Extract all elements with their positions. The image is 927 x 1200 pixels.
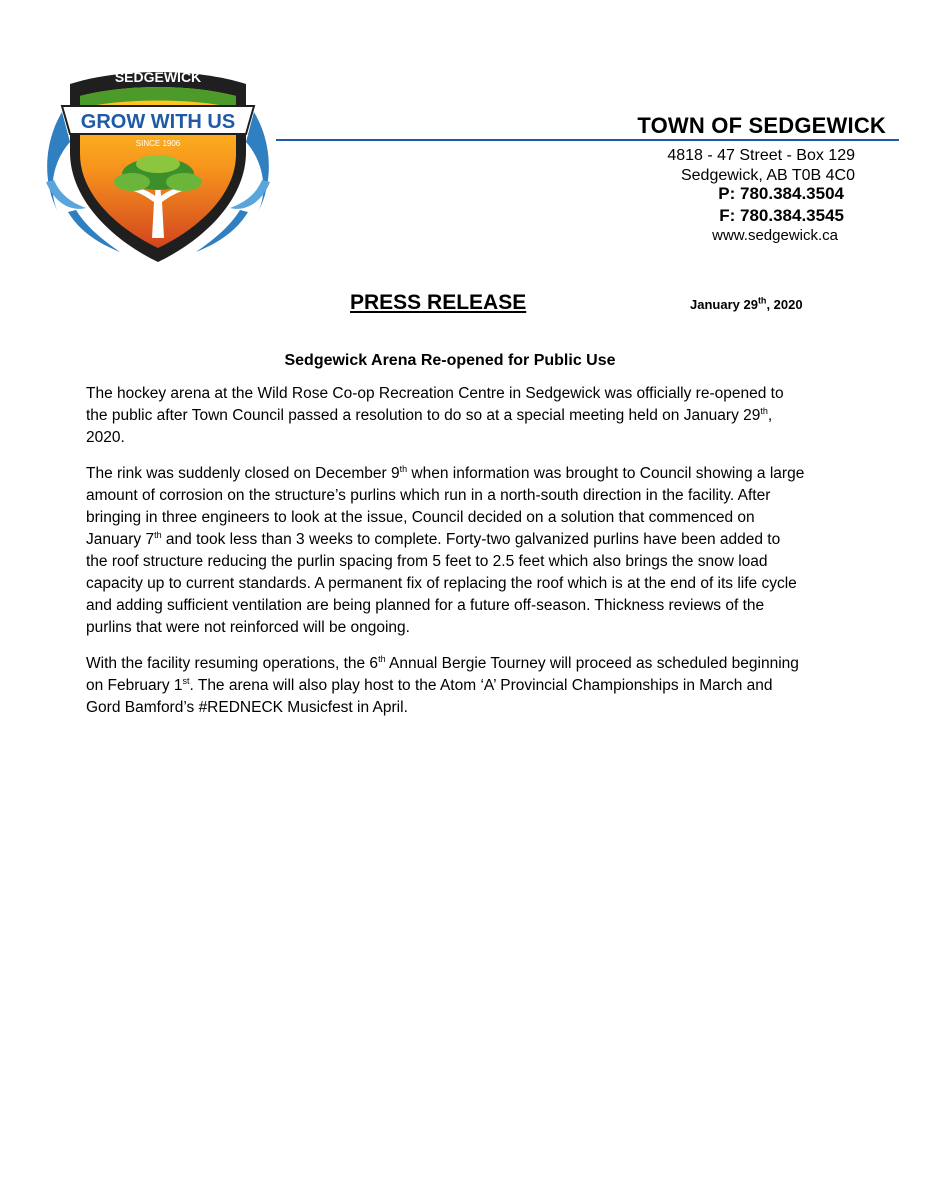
logo-top-text: SEDGEWICK (114, 69, 202, 85)
logo-since-text: SINCE 1906 (135, 139, 181, 148)
paragraph-3: With the facility resuming operations, the 6th Annual Bergie Tourney will proceed as scheduled beginning on February 1st. The arena will also play host to the Atom ‘A’ Provincial Championships in March and Gord Bamford’s #REDNECK Musicfest in April. (86, 653, 799, 716)
address-line-2: Sedgewick, AB T0B 4C0 (680, 167, 855, 184)
address-line-1: 4818 - 47 Street - Box 129 (667, 147, 855, 164)
header-divider (276, 139, 899, 141)
phone-number: P: 780.384.3504 (718, 184, 844, 203)
body-text (86, 383, 806, 733)
paragraph-1: The hockey arena at the Wild Rose Co-op Recreation Centre in Sedgewick was officially re-opened to the public after Town Council passed a resolution to do so at a special meeting held on January 29th, 2020. (86, 385, 784, 446)
logo-banner-text: GROW WITH US (80, 111, 236, 133)
headline: Sedgewick Arena Re-opened for Public Use (284, 352, 616, 369)
fax-number: F: 780.384.3545 (719, 206, 844, 225)
paragraph-2: The rink was suddenly closed on December 9th when information was brought to Council showing a large amount of corrosion on the structure’s purlins which run in a north-south direction in the facility. After bringing in three engineers to look at the issue, Council decided on a solution that commenced on January 7th and took less than 3 weeks to complete. Forty-two galvanized purlins have been added to the roof structure reducing the purlin spacing from 5 feet to 2.5 feet which also brings the snow load capacity up to current standards. A permanent fix of replacing the roof which is at the end of its life cycle and adding sufficient ventilation are being planned for a future off-season. Thickness reviews of the purlins that were not reinforced will be ongoing. (86, 463, 805, 636)
release-date: January 29th, 2020 (690, 295, 803, 312)
town-name: TOWN OF SEDGEWICK (637, 113, 886, 138)
press-release-title: PRESS RELEASE (350, 291, 527, 314)
website-link[interactable]: www.sedgewick.ca (712, 227, 838, 244)
sedgewick-crest-logo (40, 62, 276, 268)
